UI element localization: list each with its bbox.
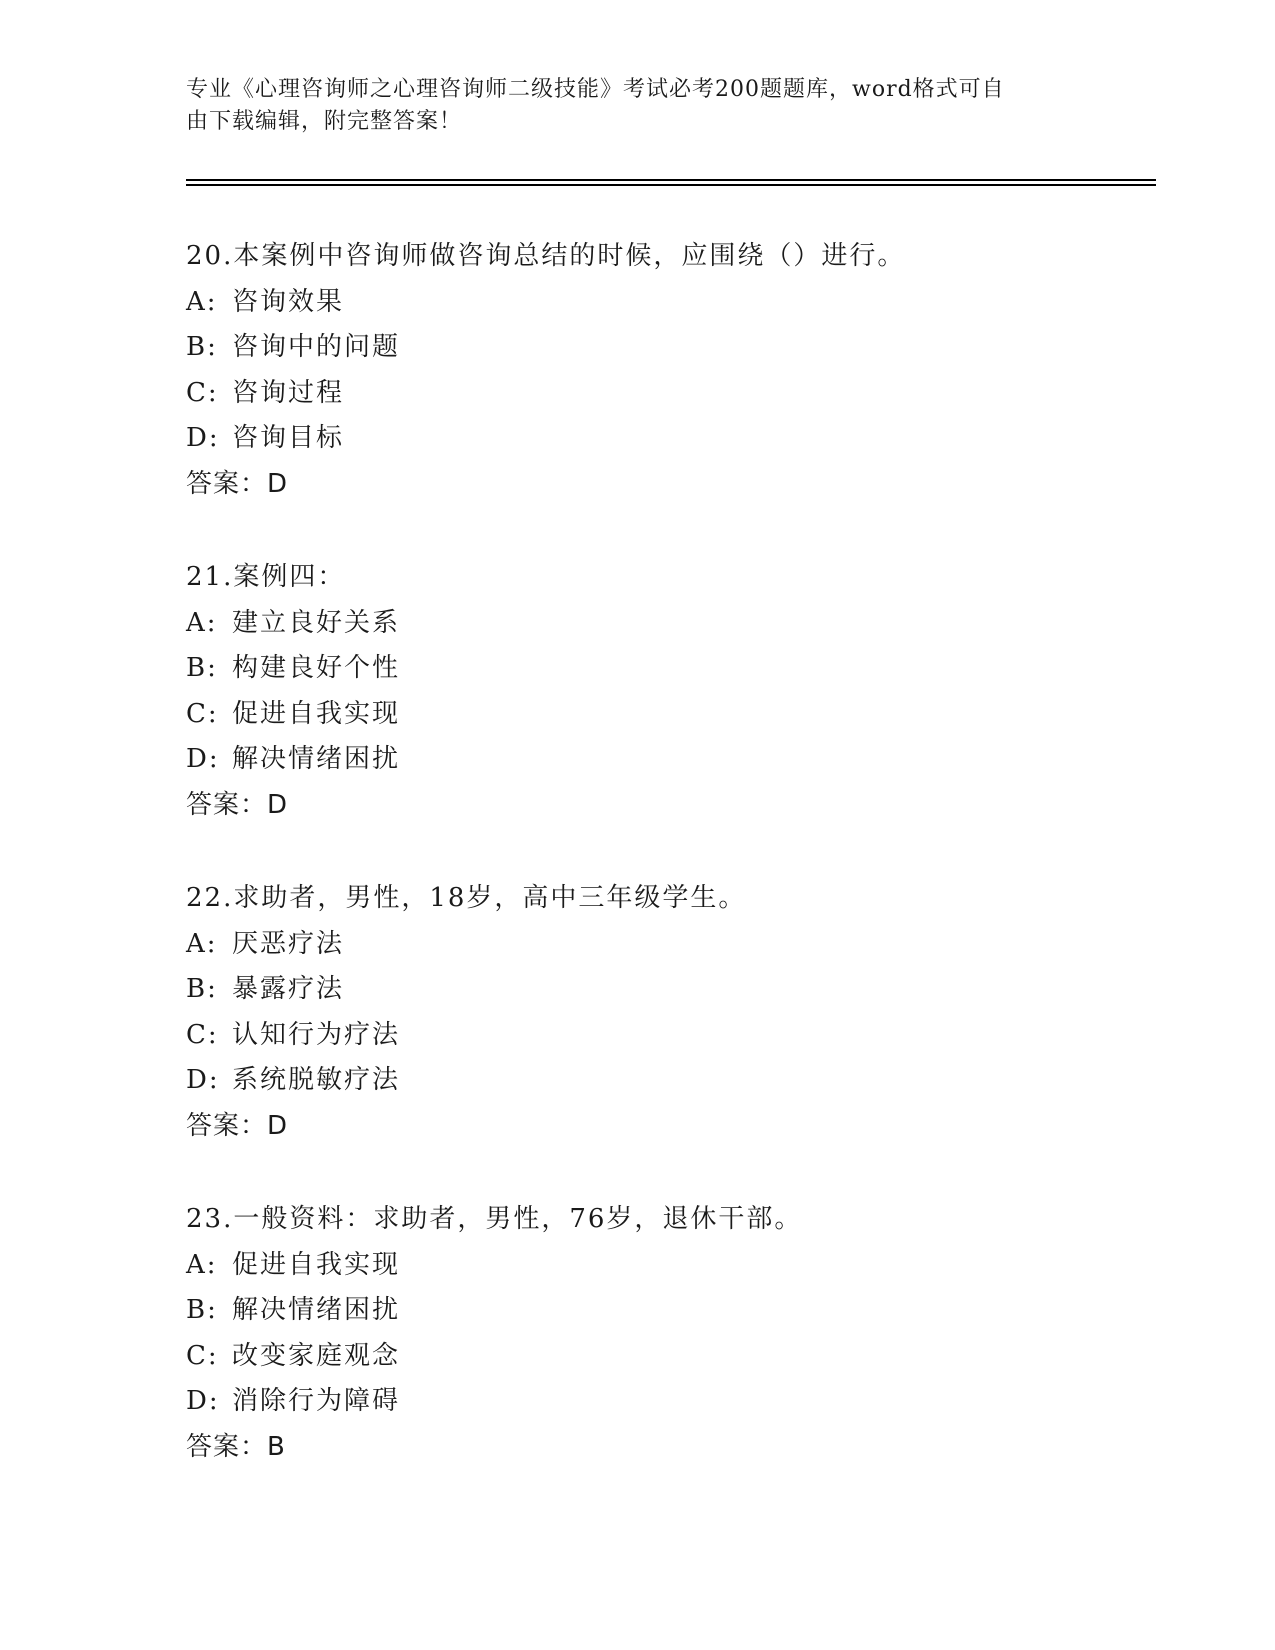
option-text: 咨询中的问题 (232, 332, 401, 362)
question-stem: 23.一般资料：求助者，男性，76岁，退休干部。 (186, 1204, 803, 1234)
option-text: 改变家庭观念 (232, 1340, 401, 1371)
option-text: 促进自我实现 (232, 1249, 401, 1280)
option-a (186, 601, 1156, 647)
option-text: 解决情绪困扰 (232, 744, 401, 774)
option-d (186, 416, 1156, 462)
option-text: 建立良好关系 (232, 607, 401, 638)
option-label: B: (186, 653, 218, 683)
header-line-2: 由下载编辑，附完整答案！ (186, 109, 463, 134)
option-label: C: (186, 377, 219, 408)
question-block (186, 876, 1156, 1149)
option-text: 咨询效果 (232, 286, 345, 317)
option-text: 促进自我实现 (232, 698, 401, 729)
question-stem: 21.案例四： (186, 562, 346, 592)
option-label: B: (186, 1295, 218, 1325)
question-stem: 20.本案例中咨询师做咨询总结的时候，应围绕（）进行。 (186, 241, 906, 271)
question-block (186, 1197, 1156, 1470)
option-label: D: (186, 744, 220, 774)
option-c (186, 1334, 1156, 1380)
option-label: C: (186, 1340, 219, 1371)
option-b (186, 967, 1156, 1013)
option-text: 暴露疗法 (232, 974, 345, 1004)
option-text: 构建良好个性 (232, 653, 401, 683)
header-divider-bottom (186, 184, 1156, 186)
option-label: C: (186, 698, 219, 729)
option-text: 系统脱敏疗法 (232, 1065, 401, 1095)
option-label: C: (186, 1019, 219, 1050)
option-label: B: (186, 332, 218, 362)
option-text: 厌恶疗法 (232, 928, 345, 959)
question-block (186, 234, 1156, 507)
document-header (186, 74, 1086, 138)
option-label: A: (186, 607, 218, 638)
question-stem: 22.求助者，男性，18岁，高中三年级学生。 (186, 883, 747, 913)
option-label: D: (186, 423, 220, 453)
option-label: D: (186, 1386, 220, 1416)
option-b (186, 1288, 1156, 1334)
option-text: 咨询目标 (232, 423, 345, 453)
option-label: D: (186, 1065, 220, 1095)
option-a (186, 922, 1156, 968)
option-label: B: (186, 974, 218, 1004)
option-c (186, 371, 1156, 417)
option-text: 解决情绪困扰 (232, 1295, 401, 1325)
option-text: 咨询过程 (232, 377, 345, 408)
option-b (186, 325, 1156, 371)
option-d (186, 737, 1156, 783)
option-a (186, 280, 1156, 326)
answer-line: 答案：D (186, 789, 289, 820)
option-a (186, 1243, 1156, 1289)
answer-line: 答案：B (186, 1431, 286, 1462)
answer-line: 答案：D (186, 468, 289, 499)
option-d (186, 1058, 1156, 1104)
option-b (186, 646, 1156, 692)
header-divider-top (186, 179, 1156, 181)
answer-line: 答案：D (186, 1110, 289, 1141)
question-block (186, 555, 1156, 828)
option-d (186, 1379, 1156, 1425)
option-text: 消除行为障碍 (232, 1386, 401, 1416)
option-label: A: (186, 928, 218, 959)
option-label: A: (186, 1249, 218, 1280)
option-c (186, 1013, 1156, 1059)
option-label: A: (186, 286, 218, 317)
option-text: 认知行为疗法 (232, 1019, 401, 1050)
option-c (186, 692, 1156, 738)
header-line-1: 专业《心理咨询师之心理咨询师二级技能》考试必考200题题库，word格式可自 (186, 77, 1005, 102)
